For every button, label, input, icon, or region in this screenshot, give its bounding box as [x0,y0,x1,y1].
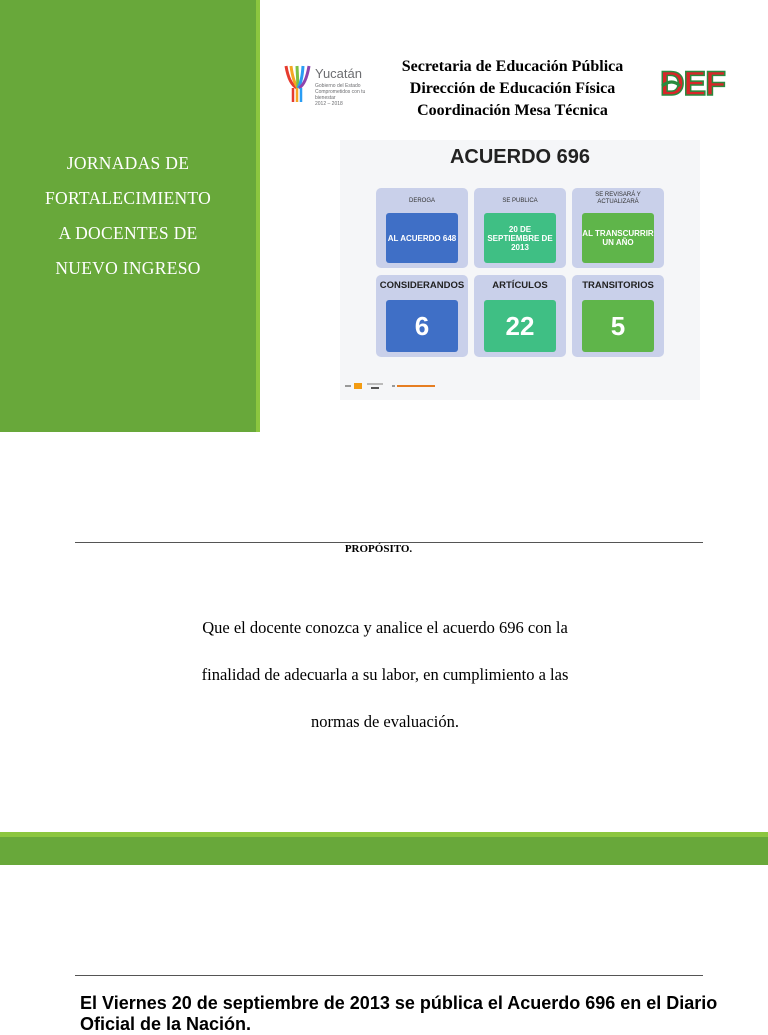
yucatan-sub2: Comprometidos con tu bienestar [315,89,366,101]
slide-footer-logos [345,382,445,390]
yucatan-emblem-icon [283,64,313,104]
card-revision [572,188,664,268]
card-se-publica [474,188,566,268]
yucatan-word: Yucatán [315,66,362,81]
acuerdo-slide [340,140,700,400]
card-value: AL TRANSCURRIR UN AÑO [582,213,654,263]
yucatan-logo [283,64,378,106]
card-label: TRANSITORIOS [582,280,654,291]
header-line: Secretaria de Educación Pública [401,58,624,75]
def-logo-text: DEF [660,65,725,103]
purpose-line: Que el docente conozca y analice el acuerdo 696 con la [202,618,568,637]
card-label: SE REVISARÁ Y ACTUALIZARÁ [595,192,641,205]
yucatan-sub1: Gobierno del Estado [315,83,361,89]
document-title [0,146,256,286]
page-break-band [0,837,768,865]
institution-header [380,56,645,122]
card-label: SE PUBLICA [502,198,538,204]
page-divider [75,975,703,976]
header-line: Coordinación Mesa Técnica [417,102,608,119]
title-line: FORTALECIMIENTO [44,188,212,208]
card-value: 6 [386,300,458,352]
header-line: Dirección de Educación Física [409,80,616,97]
yucatan-sub3: 2012 – 2018 [315,101,343,107]
slide-title: ACUERDO 696 [449,146,591,168]
bottom-paragraph: El Viernes 20 de septiembre de 2013 se pública el Acuerdo 696 en el Diario Oficial de la Nación. [80,993,718,1034]
title-line: A DOCENTES DE [58,223,198,243]
purpose-line: finalidad de adecuarla a su labor, en cumplimiento a las [201,665,569,684]
card-value: AL ACUERDO 648 [386,213,458,263]
card-considerandos [376,275,468,357]
card-value: 20 DE SEPTIEMBRE DE 2013 [484,213,556,263]
card-value: 5 [582,300,654,352]
title-line: NUEVO INGRESO [55,258,201,278]
title-panel [0,0,260,432]
card-articulos [474,275,566,357]
card-label: DEROGA [408,198,435,204]
card-transitorios [572,275,664,357]
section-heading: PROPÓSITO. [344,543,413,555]
def-logo [658,64,742,104]
card-label: CONSIDERANDOS [379,280,465,291]
purpose-line: normas de evaluación. [311,712,459,731]
card-deroga [376,188,468,268]
purpose-paragraph [150,604,620,745]
title-line: JORNADAS DE [66,153,190,173]
card-value: 22 [484,300,556,352]
card-label: ARTÍCULOS [492,280,548,291]
yucatan-subtitle [315,83,378,107]
